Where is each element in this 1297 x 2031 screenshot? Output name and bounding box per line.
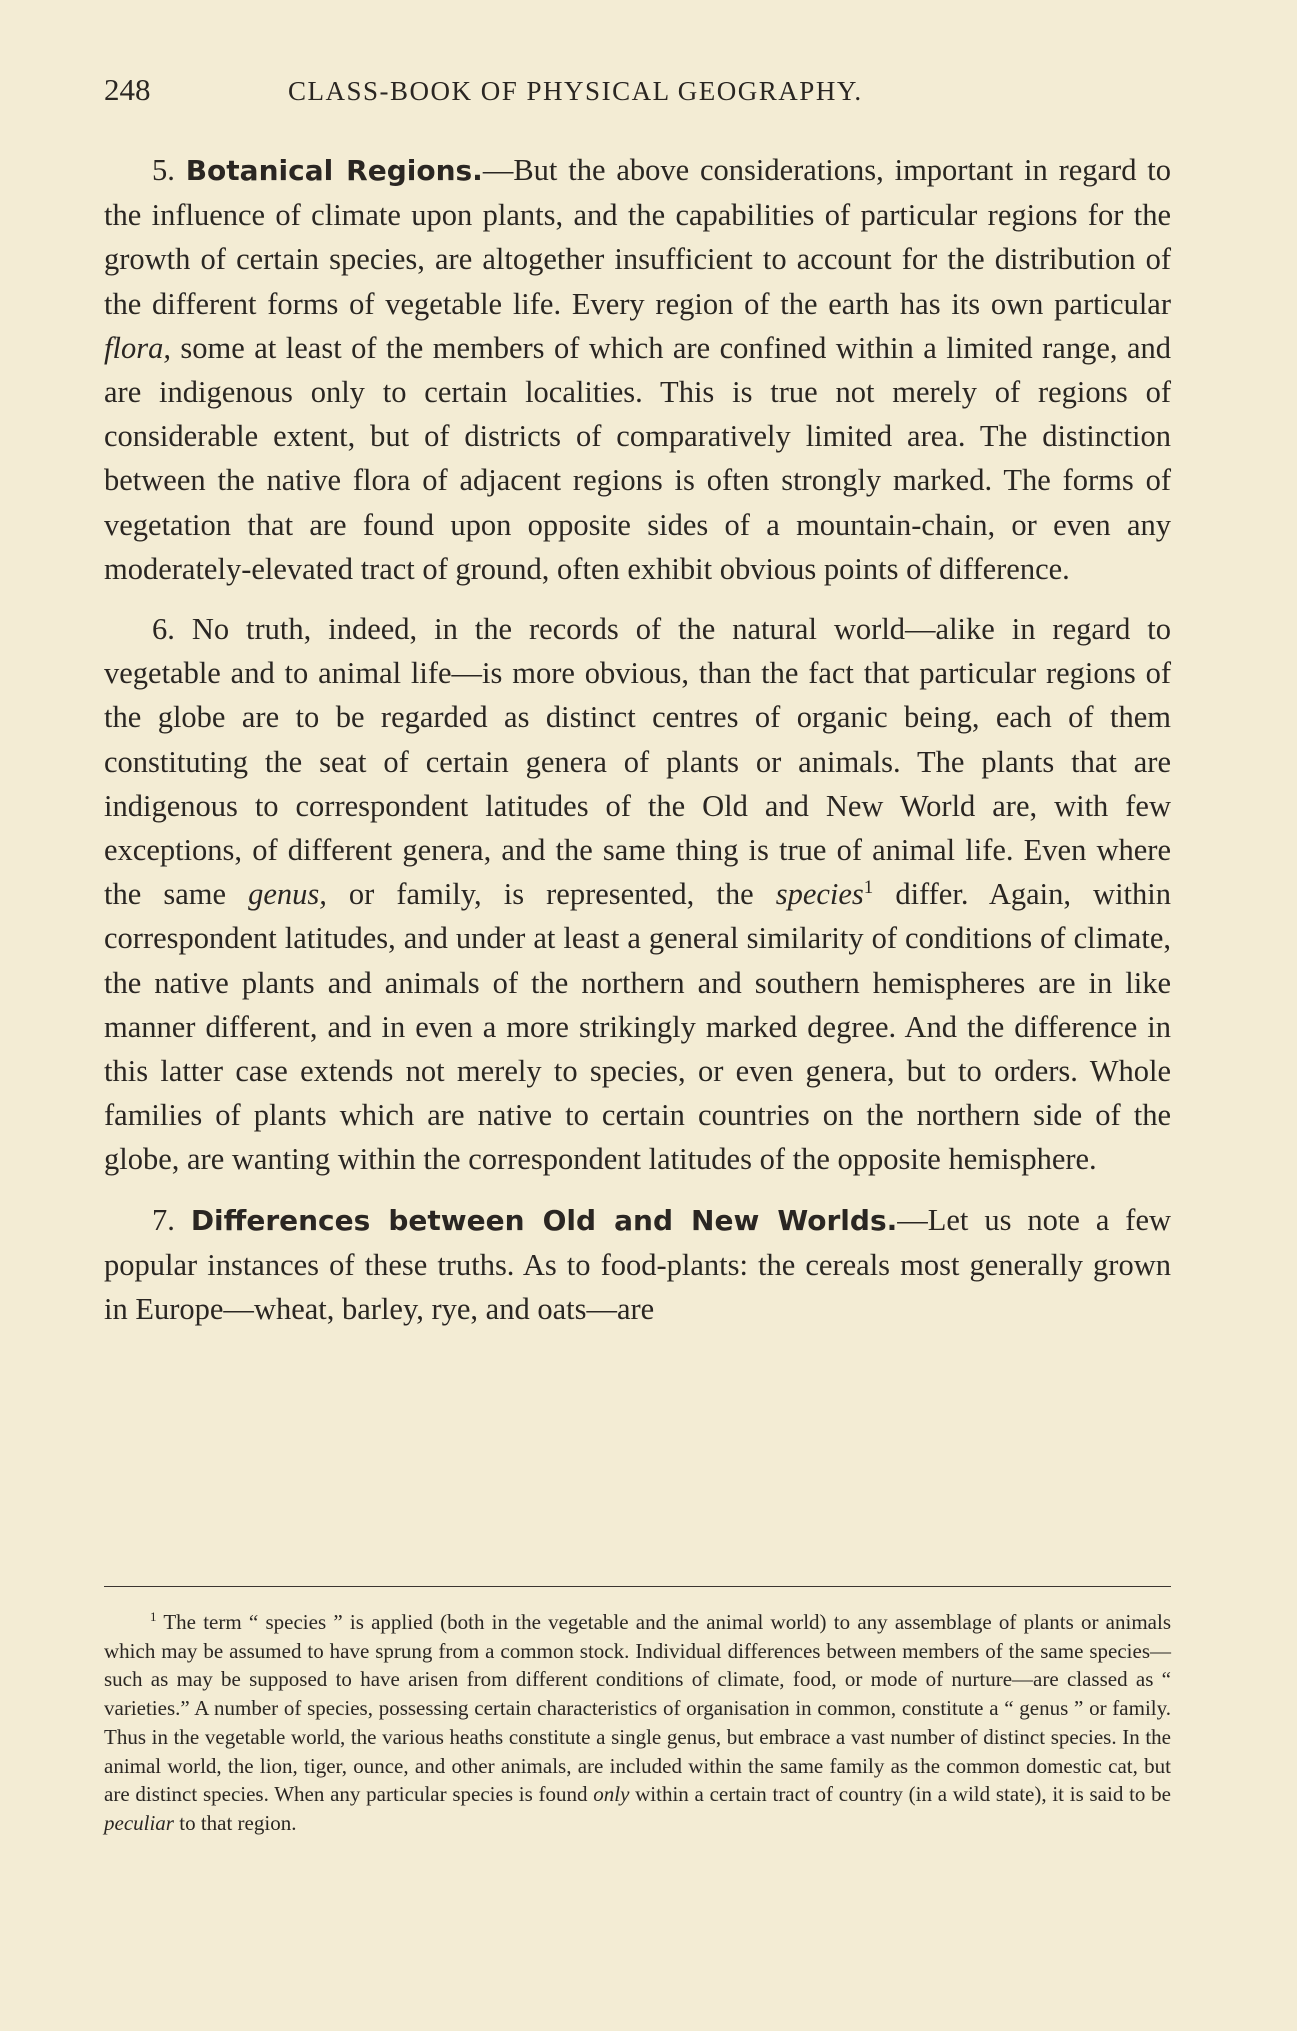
footnote-text: to that region.	[173, 1810, 297, 1835]
footnote	[104, 1608, 1171, 1838]
footnote-marker: 1	[150, 1609, 157, 1624]
italic-term: flora,	[104, 330, 171, 365]
body-text	[104, 148, 1171, 1331]
footnote-reference[interactable]: 1	[863, 877, 874, 899]
section-number: 5.	[152, 153, 175, 187]
paragraph-text: or family, is represented, the	[326, 877, 776, 912]
paragraph-7	[104, 1198, 1171, 1332]
section-heading: Botanical Regions.	[185, 154, 483, 187]
paragraph-6	[104, 607, 1171, 1182]
page-header	[104, 72, 1171, 118]
paragraph-5	[104, 148, 1171, 591]
paragraph-text: No truth, indeed, in the records of the natural world—alike in regard to vegetable and to animal life—is more obvious, than the fact that particular regions of the globe are to be regarded as distinct centres of organic being, each of them constituting the seat of certain genera of plants or animals. The plants that are indigenous to correspondent latitudes of the Old and New World are, with few exceptions, of different genera, and the same thing is true of animal life. Even where the same	[104, 612, 1171, 912]
paragraph-text: differ. Again, within correspondent latitudes, and under at least a general similarity of conditions of climate, the native plants and animals of the northern and southern hemispheres are in like manner different, and in even a more strikingly marked degree. And the difference in this latter case extends not merely to species, or even genera, but to orders. Whole families of plants which are native to certain countries on the northern side of the globe, are wanting within the correspondent latitudes of the opposite hemisphere.	[104, 877, 1171, 1177]
footnote-divider	[104, 1586, 1171, 1587]
footnote-text: The term “ species ” is applied (both in the vegetable and the animal world) to any assemblage of plants or animals which may be assumed to have sprung from a common stock. Individual differences between members of the same species—such as may be supposed to have arisen from different conditions of climate, food, or mode of nurture—are classed as “ varieties.” A number of species, possessing certain characteristics of organisation in common, constitute a “ genus ” or family. Thus in the vegetable world, the various heaths constitute a single genus, but embrace a vast number of distinct species. In the animal world, the lion, tiger, ounce, and other animals, are included within the same family as the common domestic cat, but are distinct species. When any particular species is found	[104, 1610, 1171, 1807]
footnote-text: within a certain tract of country (in a wild state), it is said to be	[629, 1782, 1171, 1807]
section-heading: Differences between Old and New Worlds.	[190, 1203, 898, 1237]
page-number: 248	[104, 72, 151, 107]
paragraph-text: —But the above considerations, important in regard to the influence of climate upon plants, and the capabilities of particular regions for the growth of certain species, are altogether insufficient to account for the distribution of the different forms of vegetable life. Every region of the earth has its own particular	[104, 153, 1172, 321]
paragraph-text: some at least of the members of which are confined within a limited range, and are indigenous only to certain localities. This is true not merely of regions of considerable extent, but of districts of comparatively limited area. The distinction between the native flora of adjacent regions is often strongly marked. The forms of vegetation that are found upon opposite sides of a mountain-chain, or even any moderately-elevated tract of ground, often exhibit obvious points of difference.	[104, 330, 1171, 586]
running-title: CLASS-BOOK OF PHYSICAL GEOGRAPHY.	[288, 76, 863, 106]
italic-term: genus,	[248, 877, 327, 912]
italic-term: only	[593, 1782, 630, 1807]
section-number: 6.	[152, 612, 175, 647]
italic-term: species	[775, 877, 864, 912]
italic-term: peculiar	[104, 1810, 174, 1835]
paragraph-text: —Let us note a few popular instances of these truths. As to food-plants: the cereals most generally grown in Europe—wheat, barley, rye, and oats—are	[104, 1202, 1172, 1327]
section-number: 7.	[152, 1202, 175, 1237]
footnote-paragraph	[104, 1608, 1171, 1838]
